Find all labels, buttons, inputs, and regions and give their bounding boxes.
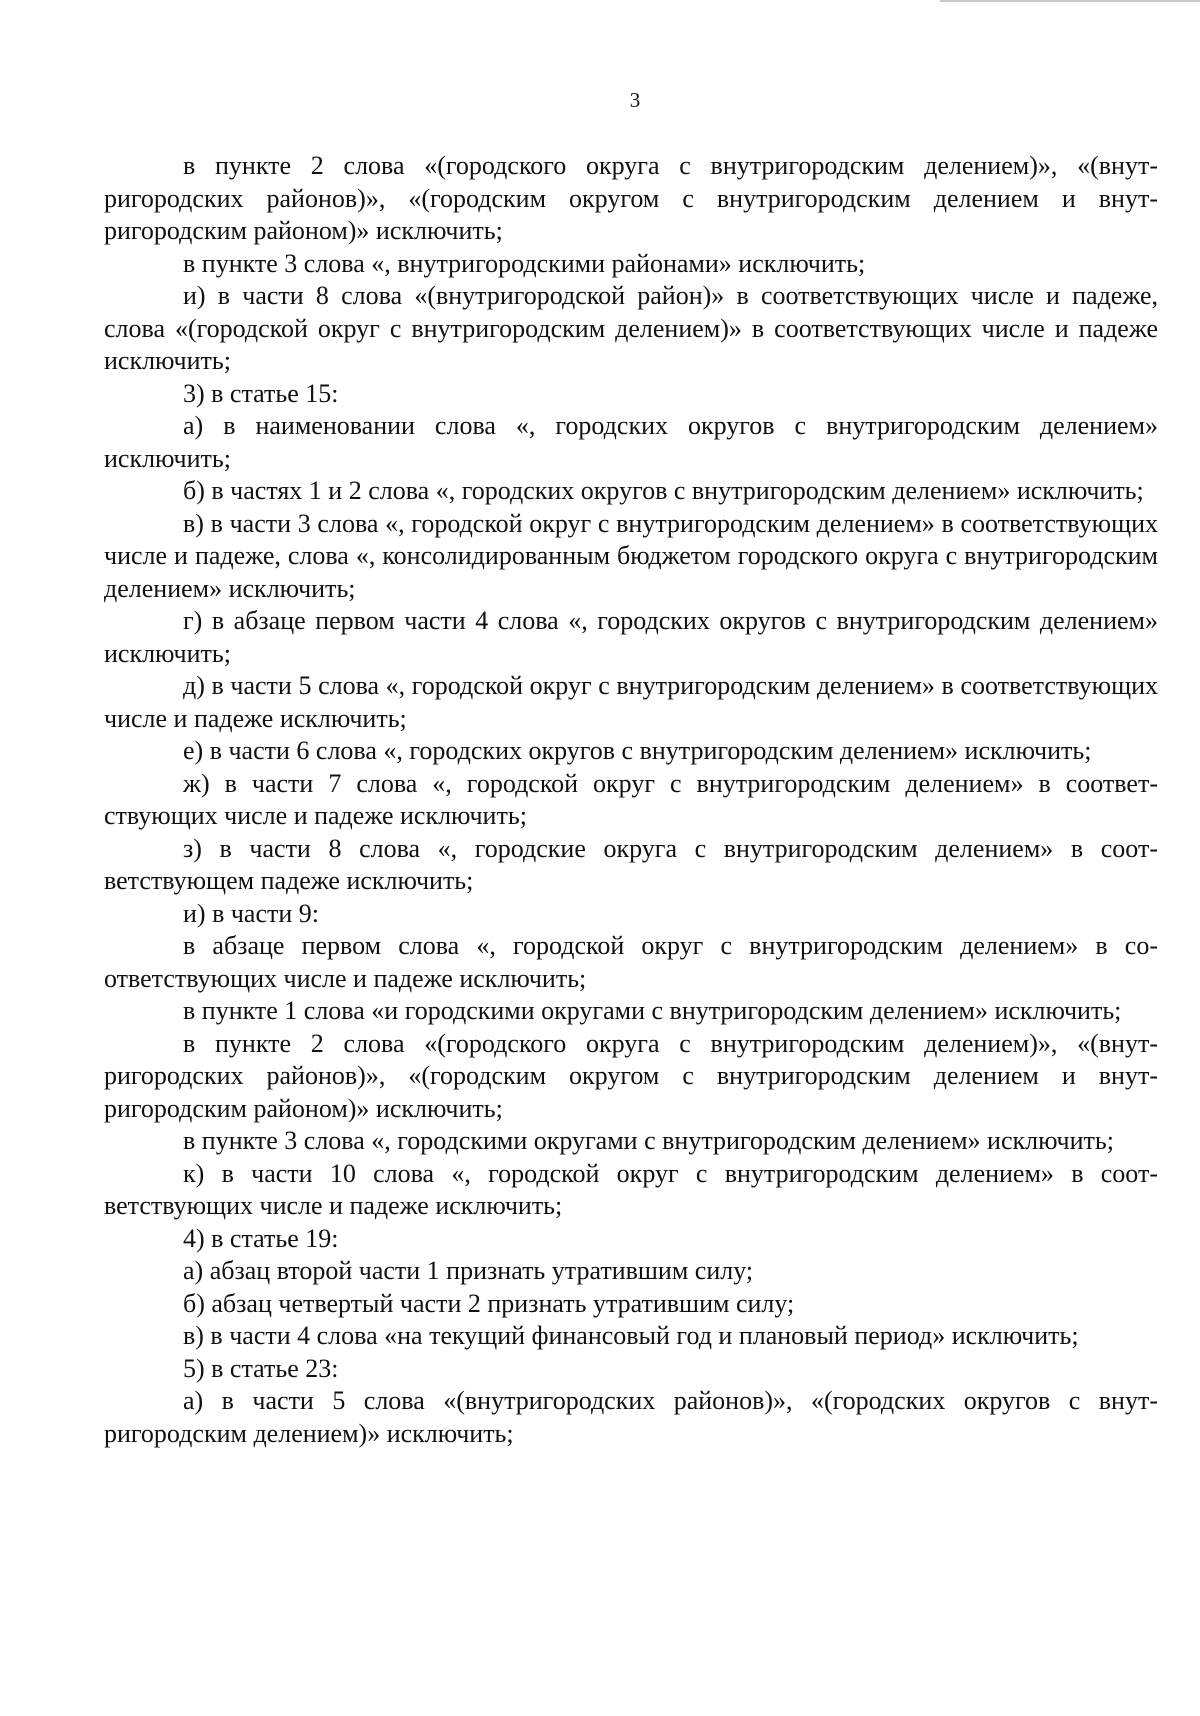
page-number: 3 [629, 88, 641, 112]
paragraph: в) в части 3 слова «, городской округ с внутригородским делением» в соответствующих числе и падеже, слова «, консолидированным бюджетом городского округа с внутригородским делением» исключить; [104, 508, 1158, 603]
paragraph: з) в части 8 слова «, городские округа с внутригородским делением» в соответствующем падеже исключить; [104, 833, 1158, 895]
paragraph: 5) в статье 23: [183, 1353, 339, 1383]
paragraph: ж) в части 7 слова «, городской округ с внутригородским делением» в соответствующих числе и падеже исключить; [104, 768, 1158, 830]
paragraph: и) в части 9: [183, 898, 320, 928]
paragraph: в абзаце первом слова «, городской округ с внутригородским делением» в соответствующих числе и падеже исключить; [104, 931, 1158, 993]
paragraph: к) в части 10 слова «, городской округ с внутригородским делением» в соответствующих числе и падеже исключить; [104, 1158, 1158, 1220]
paragraph: г) в абзаце первом части 4 слова «, городских округов с внутригородским делением» исключить; [104, 606, 1158, 668]
paragraph: в пункте 3 слова «, городскими округами с внутригородским делением» исключить; [183, 1126, 1114, 1155]
document-body [104, 150, 1158, 1450]
paragraph: д) в части 5 слова «, городской округ с внутригородским делением» в соответствующих числе и падеже исключить; [104, 671, 1158, 733]
paragraph: е) в части 6 слова «, городских округов с внутригородским делением» исключить; [183, 736, 1092, 765]
paragraph: 4) в статье 19: [183, 1223, 339, 1253]
paragraph: а) в наименовании слова «, городских округов с внутригородским делением» исключить; [104, 411, 1158, 473]
paragraph: в пункте 2 слова «(городского округа с внутригородским делением)», «(внутригородских районов)», «(городским округом с внутригородским делением и внутригородским районом)» исключить; [104, 1028, 1158, 1123]
paragraph: и) в части 8 слова «(внутригородской район)» в соответствующих числе и падеже, слова «(городской округ с внутригородским делением)» в соответствующих числе и падеже исключить; [104, 281, 1158, 375]
scan-edge-line [940, 0, 1200, 2]
paragraph: 3) в статье 15: [183, 378, 339, 408]
paragraph: а) абзац второй части 1 признать утратившим силу; [183, 1256, 754, 1285]
paragraph: б) в частях 1 и 2 слова «, городских округов с внутригородским делением» исключить; [183, 476, 1144, 505]
paragraph: б) абзац четвертый части 2 признать утратившим силу; [183, 1288, 795, 1318]
paragraph: в пункте 3 слова «, внутригородскими районами» исключить; [183, 248, 866, 278]
paragraph: в пункте 1 слова «и городскими округами с внутригородским делением» исключить; [183, 996, 1122, 1025]
paragraph: а) в части 5 слова «(внутригородских районов)», «(городских округов с внутригородским делением)» исключить; [104, 1386, 1158, 1448]
paragraph: в пункте 2 слова «(городского округа с внутригородским делением)», «(внутригородских районов)», «(городским округом с внутригородским делением и внутригородским районом)» исключить; [104, 151, 1158, 245]
paragraph: в) в части 4 слова «на текущий финансовый год и плановый период» исключить; [183, 1321, 1079, 1350]
